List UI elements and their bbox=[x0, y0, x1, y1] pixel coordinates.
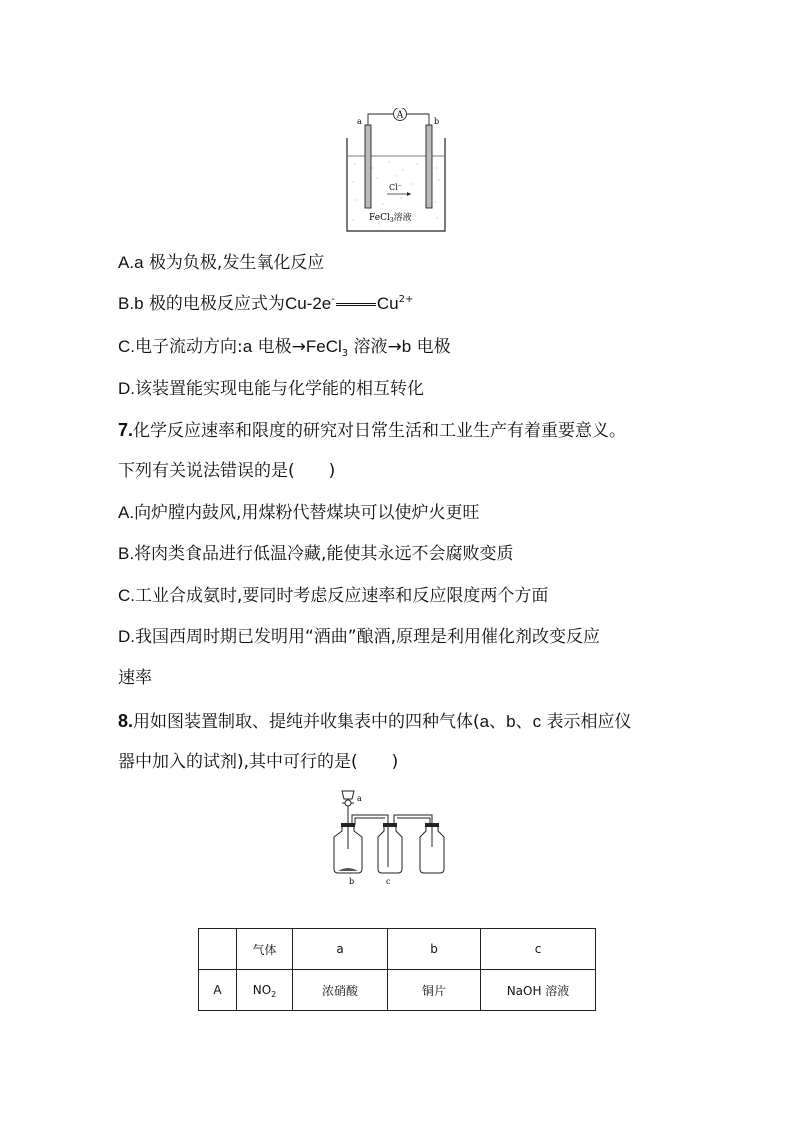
gas-apparatus-figure bbox=[328, 787, 450, 887]
svg-text:b: b bbox=[434, 117, 440, 126]
table-cell: 浓硝酸 bbox=[293, 970, 388, 1011]
table-header-cell: a bbox=[293, 929, 388, 970]
svg-text:A: A bbox=[396, 110, 404, 121]
electrolytic-cell-figure bbox=[343, 108, 449, 234]
q7-option-b: B.将肉类食品进行低温冷藏,能使其永远不会腐败变质 bbox=[118, 544, 514, 564]
svg-text:c: c bbox=[386, 877, 391, 886]
q8-stem: 8.用如图装置制取、提纯并收集表中的四种气体(a、b、c 表示相应仪 bbox=[118, 711, 632, 732]
gas-table bbox=[198, 928, 596, 1011]
q7-option-d: D.我国西周时期已发明用“酒曲”酿酒,原理是利用催化剂改变反应 bbox=[118, 627, 601, 647]
q7-option-a: A.向炉膛内鼓风,用煤粉代替煤块可以使炉火更旺 bbox=[118, 503, 480, 523]
table-header-row bbox=[199, 929, 596, 970]
table-header-cell: 气体 bbox=[237, 929, 293, 970]
table-cell: $NO_2$ bbox=[237, 970, 293, 1011]
table-cell: NaOH 溶液 bbox=[481, 970, 596, 1011]
q6-option-b: B.b 极的电极反应式为Cu-2e- $Cu^{2+}$ bbox=[118, 294, 414, 314]
table-cell: A bbox=[199, 970, 237, 1011]
table-row bbox=[199, 970, 596, 1011]
q6-option-a: A.a 极为负极,发生氧化反应 bbox=[118, 253, 325, 273]
table-header-cell bbox=[199, 929, 237, 970]
svg-text:FeCl3溶液: FeCl$_3$溶液 bbox=[369, 213, 412, 224]
svg-text:a: a bbox=[357, 117, 362, 126]
table-header-cell: b bbox=[388, 929, 481, 970]
q7-stem-cont: 下列有关说法错误的是( ) bbox=[118, 461, 336, 481]
svg-text:b: b bbox=[349, 877, 355, 886]
table-header-cell: c bbox=[481, 929, 596, 970]
q7-option-c: C.工业合成氨时,要同时考虑反应速率和反应限度两个方面 bbox=[118, 586, 549, 606]
q7-stem: 7.化学反应速率和限度的研究对日常生活和工业生产有着重要意义。 bbox=[118, 420, 627, 441]
svg-text:Cl⁻: Cl⁻ bbox=[389, 183, 402, 192]
q8-stem-cont: 器中加入的试剂),其中可行的是( ) bbox=[118, 752, 399, 772]
q6-option-d: D.该装置能实现电能与化学能的相互转化 bbox=[118, 379, 424, 399]
svg-text:a: a bbox=[357, 794, 362, 803]
electrode-b bbox=[426, 125, 432, 208]
q7-option-d-cont: 速率 bbox=[118, 668, 152, 688]
q6-option-c: C.电子流动方向:a 电极→FeCl$_3$ 溶液→b 电极 bbox=[118, 337, 451, 359]
electrode-a bbox=[365, 125, 371, 208]
table-cell: 铜片 bbox=[388, 970, 481, 1011]
